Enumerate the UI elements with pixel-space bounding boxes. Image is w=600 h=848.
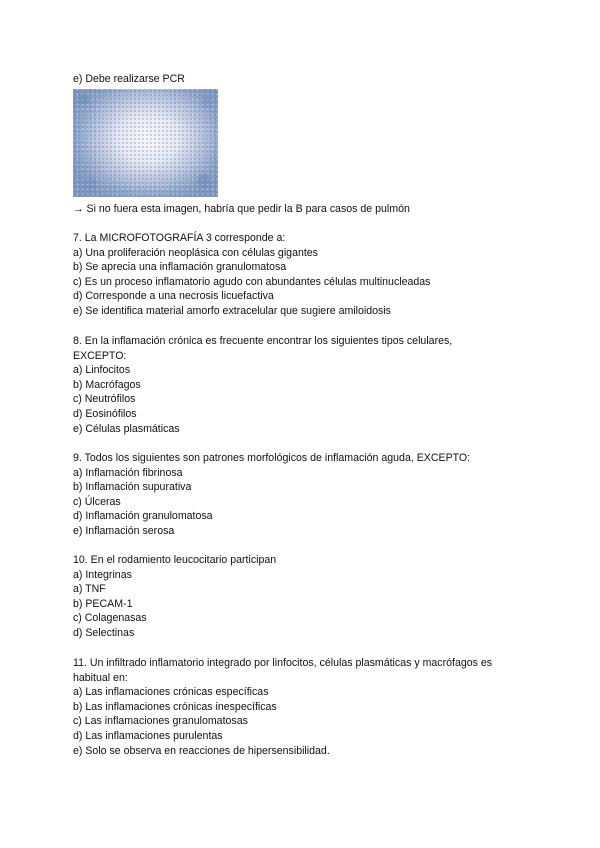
answer-option: b) Se aprecia una inflamación granulomatosa — [73, 261, 287, 274]
answer-option: c) Las inflamaciones granulomatosas — [73, 715, 248, 728]
answer-option: b) PECAM-1 — [73, 597, 133, 610]
question-stem: 10. En el rodamiento leucocitario participan — [73, 554, 277, 566]
question-stem: 8. En la inflamación crónica es frecuente encontrar los siguientes tipos celulares, — [73, 335, 453, 347]
answer-option: e) Células plasmáticas — [73, 422, 180, 435]
answer-option: b) Macrófagos — [73, 378, 141, 391]
answer-option: b) Inflamación supurativa — [73, 481, 192, 494]
answer-option: a) Linfocitos — [73, 364, 131, 377]
question-8 — [73, 334, 518, 436]
answer-option: a) TNF — [73, 583, 106, 596]
answer-option: c) Es un proceso inflamatorio agudo con abundantes células multinucleadas — [73, 275, 431, 288]
answer-option: a) Las inflamaciones crónicas específicas — [73, 686, 269, 699]
micrograph-image — [73, 89, 218, 197]
image-note: → Si no fuera esta imagen, habría que pedir la B para casos de pulmón — [73, 203, 410, 215]
question-10 — [73, 553, 518, 641]
question-stem: 7. La MICROFOTOGRAFÍA 3 corresponde a: — [73, 232, 286, 244]
answer-option: d) Selectinas — [73, 626, 135, 639]
question-9 — [73, 451, 518, 539]
question-11 — [73, 656, 518, 758]
answer-option: b) Las inflamaciones crónicas inespecíficas — [73, 700, 277, 713]
question-stem: 11. Un infiltrado inflamatorio integrado por linfocitos, células plasmáticas y macrófagos es — [73, 657, 493, 669]
answer-option: d) Inflamación granulomatosa — [73, 510, 213, 523]
answer-option: d) Eosinófilos — [73, 407, 137, 420]
answer-option: e) Se identifica material amorfo extracelular que sugiere amiloidosis — [73, 304, 391, 317]
question-7 — [73, 231, 518, 319]
previous-answer-line: e) Debe realizarse PCR — [73, 73, 185, 85]
answer-option: e) Inflamación serosa — [73, 524, 175, 537]
answer-option: e) Solo se observa en reacciones de hipersensibilidad. — [73, 744, 330, 757]
question-stem: EXCEPTO: — [73, 349, 127, 362]
answer-option: a) Inflamación fibrinosa — [73, 466, 183, 479]
answer-option: a) Integrinas — [73, 568, 132, 581]
question-stem: 9. Todos los siguientes son patrones morfológicos de inflamación aguda, EXCEPTO: — [73, 452, 471, 464]
answer-option: c) Colagenasas — [73, 612, 147, 625]
answer-option: c) Úlceras — [73, 495, 121, 508]
answer-option: c) Neutrófilos — [73, 393, 136, 406]
answer-option: a) Una proliferación neoplásica con células gigantes — [73, 246, 318, 259]
answer-option: d) Las inflamaciones purulentas — [73, 729, 223, 742]
question-stem: habitual en: — [73, 671, 128, 684]
answer-option: d) Corresponde a una necrosis licuefactiva — [73, 290, 274, 303]
